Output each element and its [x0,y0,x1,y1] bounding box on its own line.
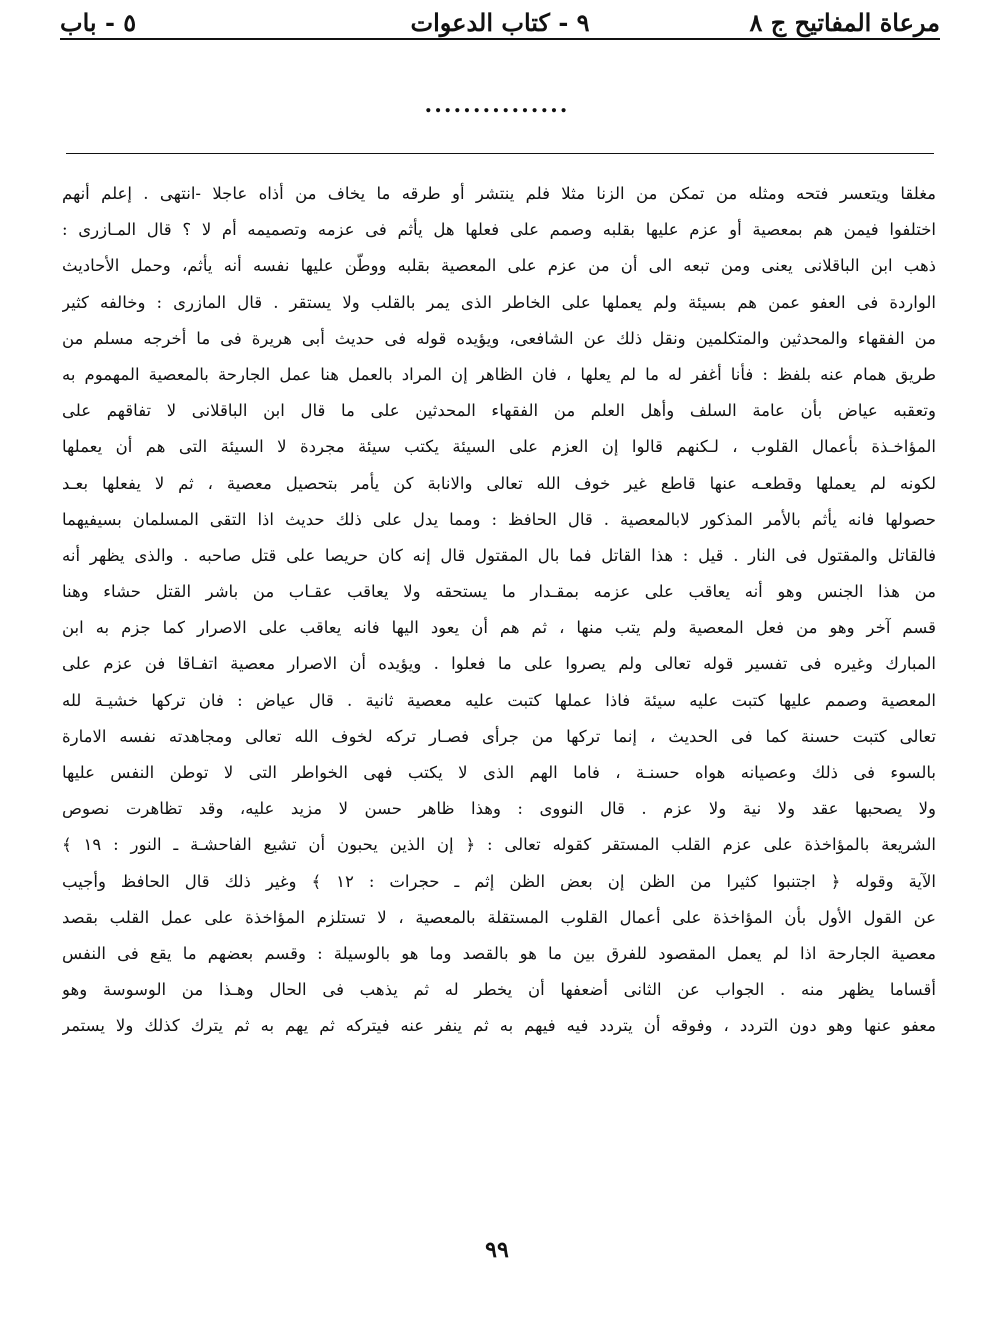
text-divider [66,153,934,154]
text-line: المعصية وصمم عليها كتبت عليه سيئة فاذا عملها كتبت عليه معصية ثانية . قال عياض : فان تركها خشيـة لله [62,690,936,710]
text-line: من هذا الجنس وهو أنه يعاقب على عزمه بمقـدار ما يستحقه ولا يعاقب عقـاب من باشر القتل حشاء وهنا [62,582,936,602]
text-line: المبارك وغيره فى تفسير قوله تعالى ولم يصروا على ما فعلوا . ويؤيده أن الاصرار معصية اتفـاقا فن عزم على [62,654,936,674]
text-line: طريق همام عنه بلفظ : فأنا أغفر له ما لم يعلها ، فان الظاهر إن المراد بالعمل هنا عمل الجارحة بالمعصية المهموم به [62,364,936,384]
text-line: فالقاتل والمقتول فى النار . قيل : هذا القاتل فما بال المقتول قال إنه كان حريصا على قتل صاحبه . والذى يظهر أنه [62,545,936,565]
text-line: ولا يصحبها عقد ولا نية ولا عزم . قال النووى : وهذا ظاهر حسن لا مزيد عليه، وقد تظاهرت نصوص [62,799,936,819]
text-line: الواردة فى العفو عمن هم بسيئة ولم يعملها على الخاطر الذى يمر بالقلب ولا يستقر . قال المازرى : وخالفه كثير [62,292,936,312]
header-divider [60,38,940,40]
text-line: من الفقهاء والمحدثين والمتكلمين ونقل ذلك عن الشافعى، ويؤيده قوله فى حديث أبى هريرة فى ما أخرجه مسلم من [62,328,936,348]
text-line: ذهب ابن الباقلانى يعنى ومن تبعه الى أن من عزم على المعصية بقلبه ووطّن عليها نفسه أنه يأثم، وحمل الأحاديث [62,256,936,276]
running-header [60,8,940,42]
chapter-title: ٩ - كتاب الدعوات [410,8,590,37]
body-text [62,176,936,1045]
text-line: مغلقا ويتعسر فتحه ومثله من تمكن من الزنا مثلا فلم ينتشر أو طرقه ما يخاف من أذاه عاجلا -انتهى . إعلم أنهم [62,184,936,203]
text-line: المؤاخـذة بأعمال القلوب ، لـكنهم قالوا إن العزم على السيئة يكتب سيئة مجردة لا السيئة التى هم أن يعملها [62,437,936,457]
book-title: مرعاة المفاتيح ج ٨ [749,8,940,37]
text-line: تعالى كتبت حسنة كما فى الحديث ، إنما تركها من جرأى فصـار تركه لخوف الله تعالى ومجاهدته نفسه الامارة [62,726,936,746]
text-line: قسم آخر وهو من فعل المعصية ولم يتب منها ، ثم هم أن يعود اليها فانه يعاقب على الاصرار كما جزم به ابن [62,618,936,638]
text-line: عن القول الأول بأن المؤاخذة على أعمال القلوب المستقلة بالمعصية ، لا تستلزم المؤاخذة على عمل القلب بقصد [62,907,936,927]
text-line: الشريعة بالمؤاخذة على عزم القلب المستقر كقوله تعالى : ﴿ إن الذين يحبون أن تشيع الفاحشـة ـ النور : ١٩ ﴾ [62,835,936,855]
text-line: لكونه لم يعملها وقطعـه عنها قاطع غير خوف الله تعالى والانابة كن يأمر بتحصيل معصية ، ثم لا يفعلها بعـد [62,473,936,493]
text-line: معفو عنها وهو دون التردد ، وفوقه أن يتردد فيه فيهم به ثم ينفر عنه فيتركه ثم يهم به ثم يترك كذلك ولا يستمر [62,1016,936,1036]
separator-dots: ............... [424,92,570,118]
text-line: حصولها فانه يأثم بالأمر المذكور لابالمعصية . قال الحافظ : ومما يدل على ذلك حديث اذا التقى المسلمان بسيفيهما [62,509,936,529]
text-line: اختلفوا فيمن هم بمعصية أو عزم عليها بقلبه وصمم على فعلها هل يأثم فى عزمه وتصميمه أم لا ؟ قال المـازرى : [62,220,936,240]
text-line: بالسوء فى ذلك وعصيانه هواه حسنـة ، فاما الهم الذى لا يكتب فهى الخواطر التى لا توطن النفس عليها [62,763,936,782]
page-number: ٩٩ [485,1237,509,1263]
text-line: وتعقبه عياض بأن عامة السلف وأهل العلم من الفقهاء المحدثين على ما قال ابن الباقلانى لا تفاقهم على [62,401,936,421]
text-line: معصية الجارحة اذا لم يعمل المقصود للفرق بين ما هو بالقصد وما هو بالوسيلة : وقسم بعضهم ما يقع فى النفس [62,943,936,963]
text-line: الآية وقوله ﴿ اجتنبوا كثيرا من الظن إن بعض الظن إثم ـ حجرات : ١٢ ﴾ وغير ذلك قال الحافظ وأجيب [62,871,936,891]
section-title: ٥ - باب [60,8,137,37]
text-line: أقساما يظهر منه . الجواب عن الثانى أضعفها أن يخطر له ثم يذهب فى الحال وهـذا من الوسوسة وهو [62,980,936,1000]
